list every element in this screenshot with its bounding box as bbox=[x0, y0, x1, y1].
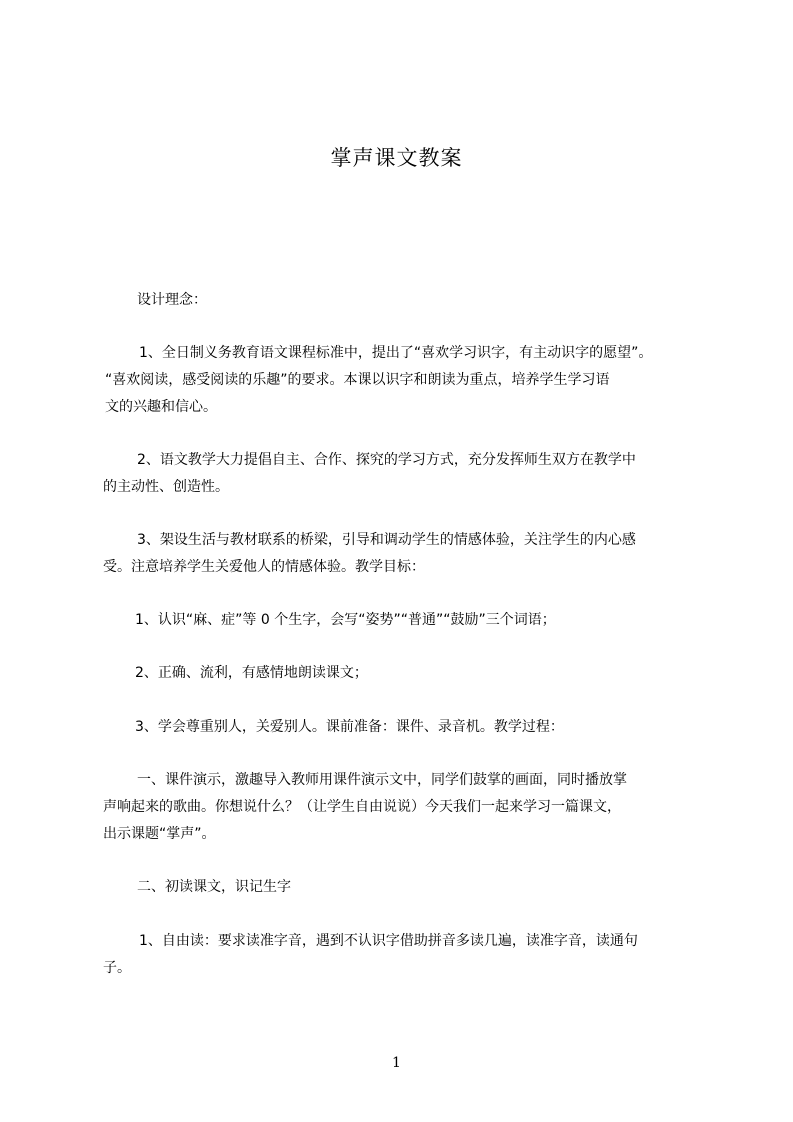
paragraph-goal-1 bbox=[103, 607, 723, 634]
text-line: 3、学会尊重别人，关爱别人。课前准备：课件、录音机。教学过程： bbox=[135, 719, 564, 735]
text-line: 一、课件演示，激趣导入教师用课件演示文中，同学们鼓掌的画面，同时播放掌 bbox=[137, 772, 627, 788]
text-line: 3、架设生活与教材联系的桥梁，引导和调动学生的情感体验，关注学生的内心感 bbox=[137, 532, 636, 548]
paragraph-free-reading bbox=[103, 928, 723, 982]
text-line: 子。 bbox=[103, 960, 131, 976]
text-line: 受。注意培养学生关爱他人的情感体验。教学目标： bbox=[103, 559, 425, 575]
document-title: 掌声课文教案 bbox=[330, 146, 463, 170]
text-line: 的主动性、创造性。 bbox=[103, 479, 229, 495]
text-line: 声响起来的歌曲。你想说什么？（让学生自由说说）今天我们一起来学习一篇课文， bbox=[103, 799, 621, 815]
paragraph-goal-3 bbox=[103, 714, 723, 741]
paragraph-concept-2 bbox=[103, 447, 723, 501]
text-line: 1、全日制义务教育语文课程标准中，提出了“喜欢学习识字，有主动识字的愿望”。 bbox=[139, 345, 653, 361]
text-line: 出示课题“掌声”。 bbox=[103, 826, 216, 842]
text-line: 设计理念： bbox=[137, 292, 207, 308]
paragraph-goal-2 bbox=[103, 660, 723, 687]
text-line: 二、初读课文，识记生字 bbox=[137, 879, 291, 895]
paragraph-concept-3 bbox=[103, 527, 723, 581]
page-number: 1 bbox=[392, 1055, 401, 1071]
text-line: 1、认识“麻、症”等 0 个生字，会写“姿势”“普通”“鼓励”三个词语； bbox=[135, 612, 556, 628]
text-line: 2、正确、流利，有感情地朗读课文； bbox=[135, 665, 368, 681]
text-line: 1、自由读：要求读准字音，遇到不认识字借助拼音多读几遍，读准字音，读通句 bbox=[139, 933, 638, 949]
paragraph-concept-1 bbox=[103, 340, 723, 421]
text-line: 文的兴趣和信心。 bbox=[105, 399, 217, 415]
paragraph-process-step-1 bbox=[103, 767, 723, 848]
text-line: “喜欢阅读，感受阅读的乐趣”的要求。本课以识字和朗读为重点，培养学生学习语 bbox=[105, 372, 610, 388]
paragraph-process-step-2-heading bbox=[103, 874, 723, 901]
paragraph-design-concept-heading bbox=[103, 287, 723, 314]
text-line: 2、语文教学大力提倡自主、合作、探究的学习方式，充分发挥师生双方在教学中 bbox=[137, 452, 636, 468]
